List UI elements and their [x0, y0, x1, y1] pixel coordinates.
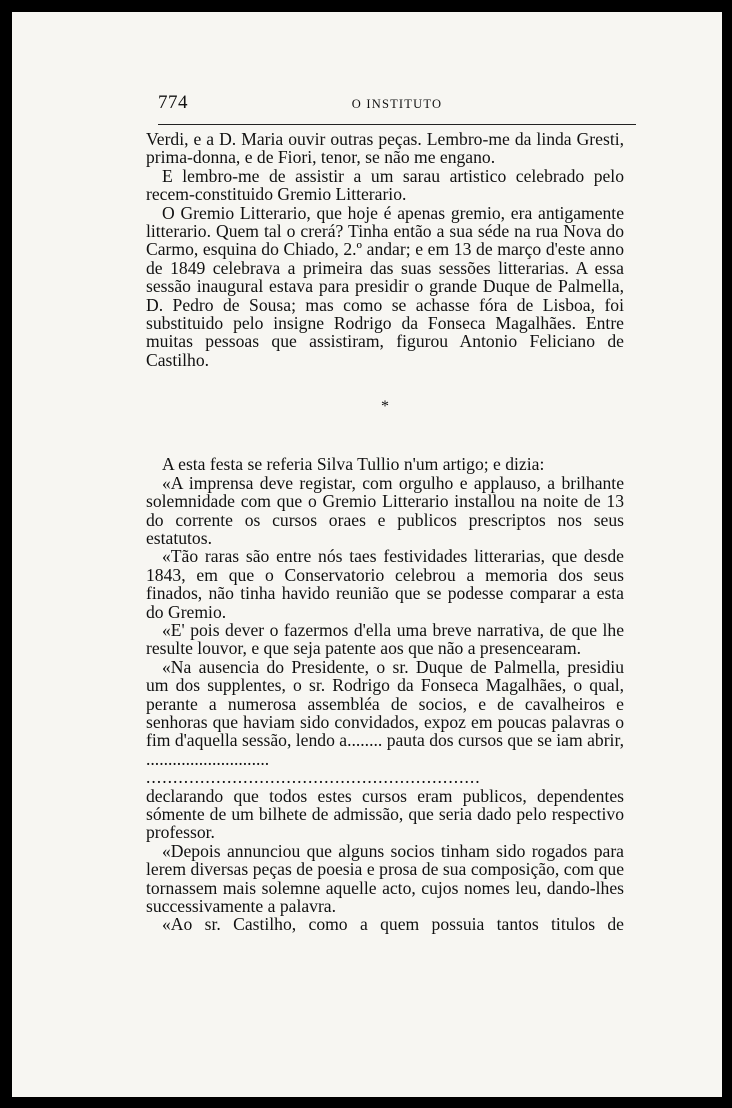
paragraph: «Depois annunciou que alguns socios tinham sido rogados para lerem diversas peças de poesia e prosa de sua composição, com que tornassem mais solemne aquelle acto, cujos nomes leu, dando-lhes successivamente a palavra. [146, 840, 624, 917]
paragraph: «Ao sr. Castilho, como a quem possuia tantos titulos de [162, 914, 624, 935]
paragraph: «A imprensa deve registar, com orgulho e applauso, a brilhante solemnidade com que o Gremio Litterario installou na noite de 13 do corrente os cursos oraes e publicos prescriptos nos seus estatutos. [146, 472, 624, 548]
paragraph: «E' pois dever o fazermos d'ella uma breve narrativa, de que lhe resulte louvor, e que seja patente aos que não a presencearam. [146, 619, 624, 659]
asterisk-separator: * [381, 398, 389, 416]
paragraph: E lembro-me de assistir a um sarau artistico celebrado pelo recem-constituido Gremio Litterario. [146, 165, 624, 205]
ellipsis-line: .............................................................. [146, 768, 481, 787]
body-text [146, 130, 624, 934]
running-title: O INSTITUTO [351, 97, 443, 111]
paragraph: declarando que todos estes cursos eram publicos, dependentes sómente de um bilhete de admissão, que seria dado pelo respectivo professor. [146, 785, 624, 843]
section-separator [146, 369, 624, 455]
paragraph: «Tão raras são entre nós taes festividades litterarias, que desde 1843, em que o Conservatorio celebrou a memoria dos seus finados, não tinha havido reunião que se podesse comparar a esta do Gremio. [146, 546, 624, 622]
paragraph: A esta festa se referia Silva Tullio n'um artigo; e dizia: [162, 454, 545, 475]
page-number: 774 [158, 92, 188, 113]
paragraph: «Na ausencia do Presidente, o sr. Duque de Palmella, presidiu um dos supplentes, o sr. Rodrigo da Fonseca Magalhães, o qual, perante a numerosa assembléa de socios, e de cavalheiros e senhoras que haviam sido convidados, expoz em poucas palavras o fim d'aquella sessão, lendo a........ pauta dos cursos que se iam abrir, ............................ [146, 656, 624, 769]
page-header [158, 84, 636, 125]
paragraph: O Gremio Litterario, que hoje é apenas gremio, era antigamente litterario. Quem tal o crerá? Tinha então a sua séde na rua Nova do Carmo, esquina do Chiado, 2.º andar; e em 13 de março d'este anno de 1849 celebrava a primeira das suas sessões litterarias. A essa sessão inaugural estava para presidir o grande Duque de Palmella, D. Pedro de Sousa; mas como se achasse fóra de Lisboa, foi substituido pelo insigne Rodrigo da Fonseca Magalhães. Entre muitas pessoas que assistiram, figurou Antonio Feliciano de Castilho. [146, 202, 624, 370]
paragraph: Verdi, e a D. Maria ouvir outras peças. Lembro-me da linda Gresti, prima-donna, e de Fiori, tenor, se não me engano. [146, 129, 624, 168]
